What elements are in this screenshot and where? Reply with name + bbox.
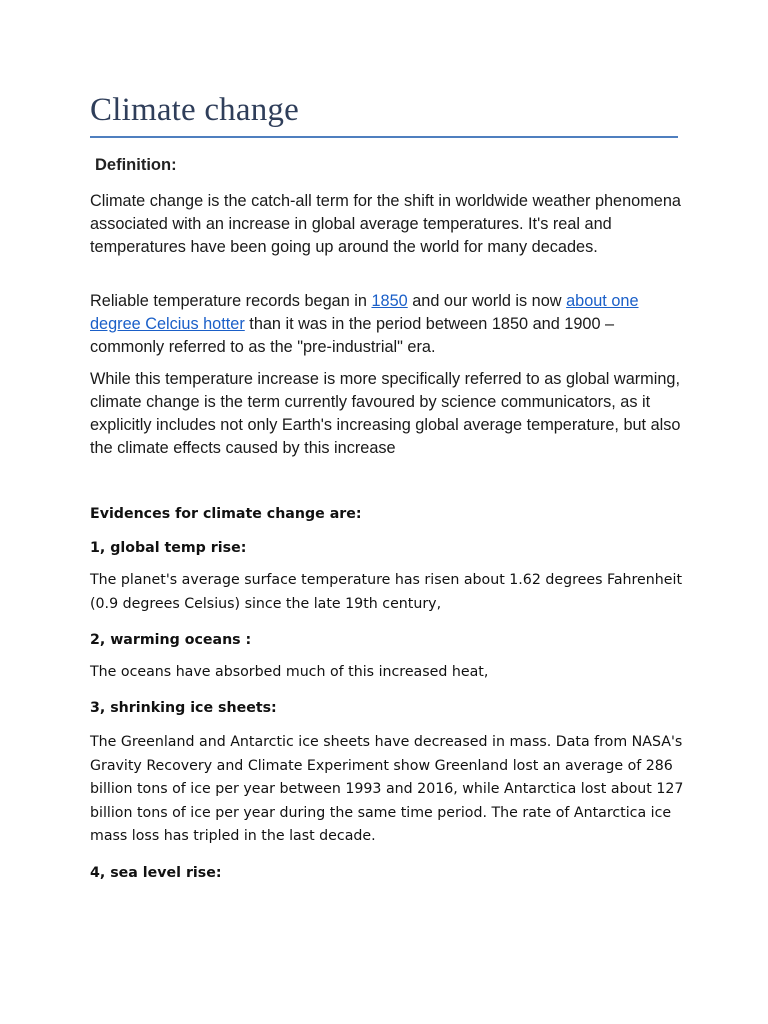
evidence-2-text: The oceans have absorbed much of this increased heat, <box>90 664 489 680</box>
evidence-1-heading: 1, global temp rise: <box>90 540 247 556</box>
title-underline-rule <box>90 136 678 138</box>
records-paragraph <box>90 290 690 359</box>
records-text-middle: and our world is now <box>407 292 567 310</box>
definition-heading: Definition: <box>95 156 177 174</box>
page-title: Climate change <box>90 92 299 128</box>
records-text-end: than it was in the period between 1850 and 1900 – commonly referred to as the "pre-industrial" era. <box>90 315 615 356</box>
definition-paragraph: Climate change is the catch-all term for the shift in worldwide weather phenomena associated with an increase in global average temperatures. It's real and temperatures have been going up around the world for many decades. <box>90 192 681 256</box>
evidence-1-text: The planet's average surface temperature has risen about 1.62 degrees Fahrenheit (0.9 degrees Celsius) since the late 19th century, <box>90 572 683 612</box>
evidence-3-text: The Greenland and Antarctic ice sheets have decreased in mass. Data from NASA's Gravity Recovery and Climate Experiment show Greenland lost an average of 286 billion tons of ice per year between 1993 and 2016, while Antarctica lost about 127 billion tons of ice per year during the same time period. The rate of Antarctica ice mass loss has tripled in the last decade. <box>90 734 684 844</box>
link-1850[interactable]: 1850 <box>371 292 408 310</box>
warming-paragraph: While this temperature increase is more specifically referred to as global warming, climate change is the term currently favoured by science communicators, as it explicitly includes not only Earth's increasing global average temperature, but also the climate effects caused by this increase <box>90 370 681 457</box>
link-one-degree-hotter[interactable]: about one degree Celcius hotter <box>90 292 639 333</box>
records-text-start: Reliable temperature records began in <box>90 292 372 310</box>
evidences-heading: Evidences for climate change are: <box>90 506 362 522</box>
evidence-2-heading: 2, warming oceans : <box>90 632 252 648</box>
evidence-3-heading: 3, shrinking ice sheets: <box>90 700 277 716</box>
evidence-4-heading: 4, sea level rise: <box>90 865 222 881</box>
